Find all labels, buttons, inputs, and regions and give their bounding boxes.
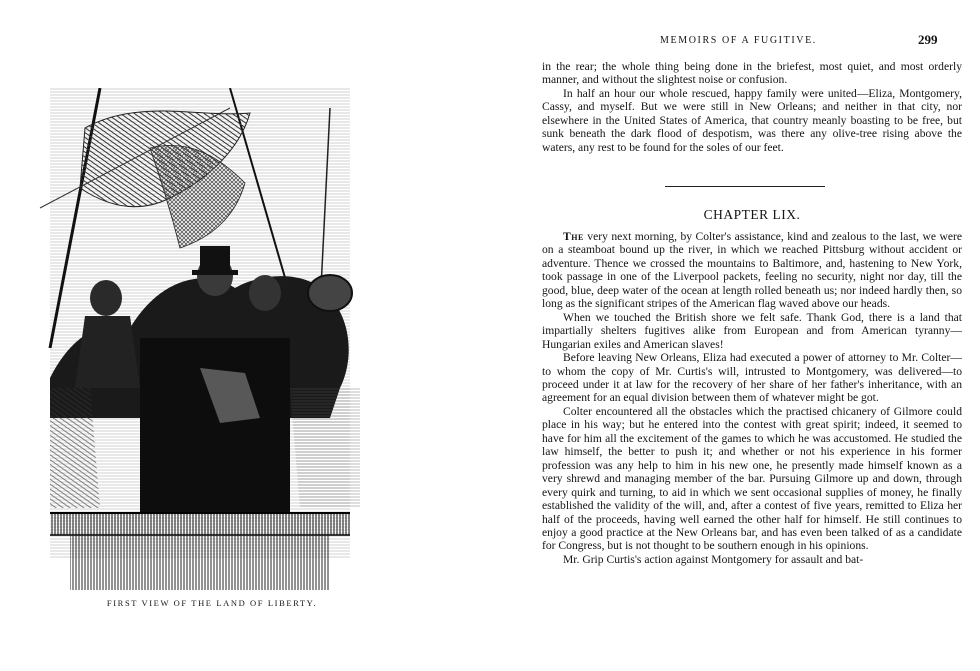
- illustration-caption: FIRST VIEW OF THE LAND OF LIBERTY.: [106, 598, 318, 608]
- paragraph: Before leaving New Orleans, Eliza had executed a power of attorney to Mr. Colter—to whom the copy of Mr. Curtis's will, intrusted to Montgomery, was delivered—to proceed under it at law for the recovery of her share of her father's inheritance, with an agreement for an equal division between them of whatever might be got.: [542, 351, 962, 405]
- chapter-text: [542, 230, 962, 566]
- paragraph: [542, 230, 962, 311]
- section-divider: [665, 186, 825, 187]
- page-number: 299: [918, 32, 938, 47]
- running-head: MEMOIRS OF A FUGITIVE.: [660, 35, 817, 46]
- chapter-title: CHAPTER LIX.: [703, 207, 801, 222]
- paragraph: Mr. Grip Curtis's action against Montgomery for assault and bat-: [563, 552, 864, 566]
- paragraph-text: very next morning, by Colter's assistance, kind and zealous to the last, we were on a steamboat bound up the river, in which we reached Pittsburg without accident or adventure. Thence we crossed the mountains to Baltimore, and, hastening to New York, took passage in one of the Liverpool packets, feeling no security, night nor day, till the good, blue, deep water of the ocean at length rolled beneath us; nor indeed hardly then, so long as the significant stripes of the American flag waved above our heads.: [542, 230, 962, 311]
- paragraph: In half an hour our whole rescued, happy family were united—Eliza, Montgomery, Cassy, and myself. But we were still in New Orleans; and neither in that city, nor elsewhere in the United States of America, that country meanly boasting to be free, but sunk beneath the dark flood of despotism, was there any olive-tree rising above the waters, any rest to be found for the soles of our feet.: [542, 86, 962, 154]
- opening-text: [542, 60, 962, 154]
- paragraph: Colter encountered all the obstacles which the practised chicanery of Gilmore could place in his way; but he entered into the contest with great spirit; indeed, it seemed to have for him all the excitement of the games to which he was accustomed. He studied the law himself, the better to push it; and whether or not his experience in his former profession was any help to him in his new one, he presently made himself known as a very shrewd and managing member of the bar. Pursuing Gilmore up and down, through every quirk and turning, to aid in which we sent occasional supplies of money, he finally established the validity of the will, and, after a contest of five years, remitted to Eliza her half of the proceeds, having well earned the other half for himself. He still continues to enjoy a good practice at the New Orleans bar, and has even been talked of as a candidate for Congress, but is not thought to be southern enough in his opinions.: [542, 404, 962, 553]
- paragraph: in the rear; the whole thing being done in the briefest, most quiet, and most orderly manner, and without the slightest noise or confusion.: [542, 60, 962, 87]
- right-page: [520, 0, 980, 671]
- chapter-lead-word: The: [563, 230, 584, 243]
- paragraph: When we touched the British shore we felt safe. Thank God, there is a land that impartially shelters fugitives alike from European and from American tyranny—Hungarian exiles and American slaves!: [542, 310, 962, 351]
- engraving-illustration: [30, 88, 375, 593]
